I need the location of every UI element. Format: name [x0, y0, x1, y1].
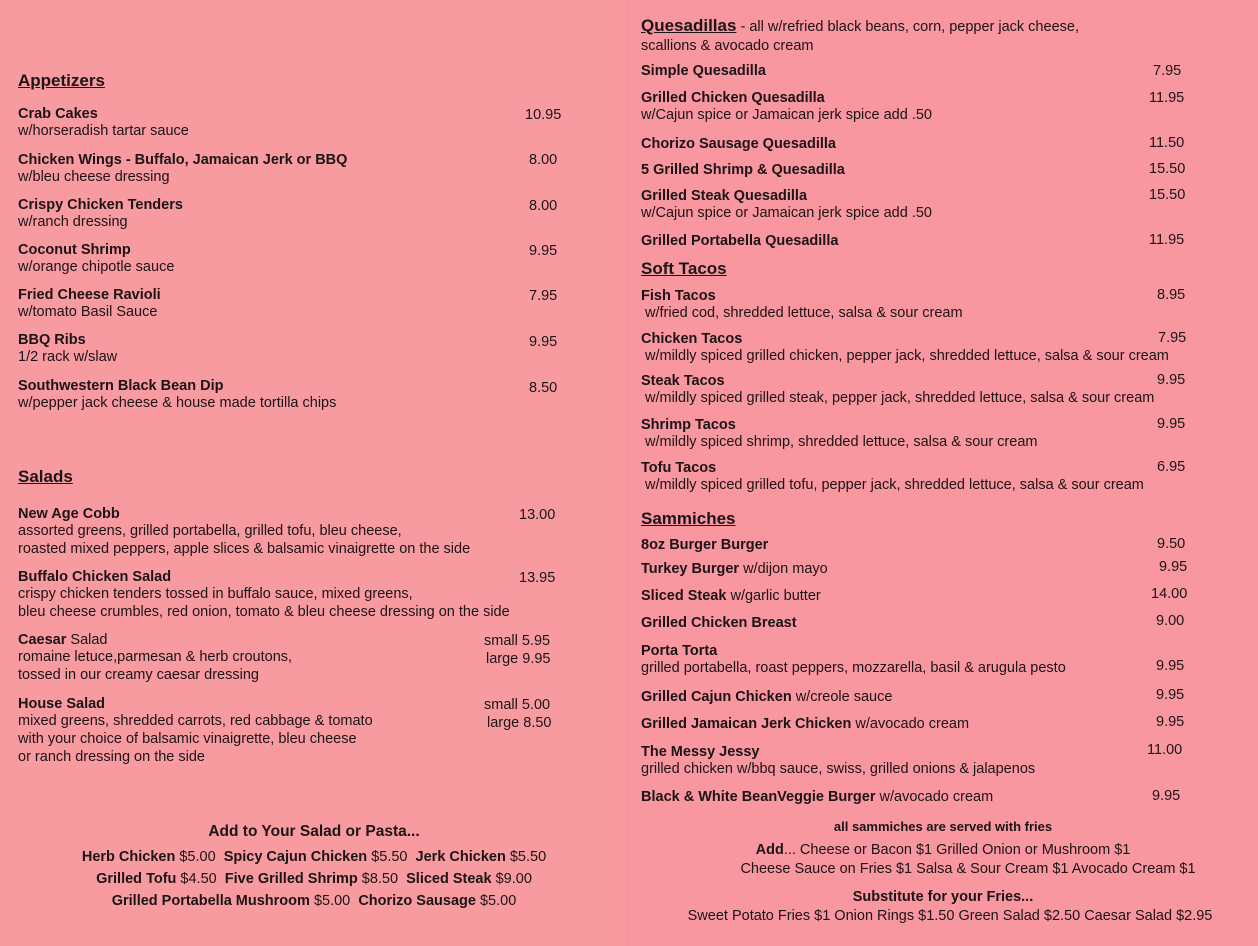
menu-item: [18, 696, 373, 766]
item-price: 9.50: [1157, 536, 1186, 552]
menu-item: [641, 373, 1154, 407]
item-extra: w/avocado cream: [875, 789, 994, 805]
item-name: Fish Tacos: [641, 288, 716, 304]
item-price: 13.95: [519, 570, 556, 586]
item-name: [641, 789, 993, 805]
substitute-heading: Substitute for your Fries...: [852, 889, 1034, 905]
menu-item: [641, 188, 932, 222]
salads-heading: Salads: [18, 467, 73, 486]
addon-name: Grilled Portabella Mushroom: [111, 893, 310, 909]
item-price: 8.95: [1157, 287, 1186, 303]
item-price: 7.95: [1158, 330, 1187, 346]
item-price-small: small 5.00: [484, 697, 551, 713]
item-desc: w/ranch dressing: [18, 214, 128, 230]
item-extra: w/avocado cream: [851, 716, 970, 732]
menu-item: [18, 287, 161, 321]
item-desc: or ranch dressing on the side: [18, 749, 205, 765]
menu-item: [641, 689, 892, 705]
menu-item: [18, 242, 174, 276]
sammiches-note: all sammiches are served with fries: [833, 819, 1053, 834]
item-name: Porta Torta: [641, 643, 718, 659]
menu-item: [641, 588, 821, 604]
item-desc: w/mildly spiced grilled tofu, pepper jack, shredded lettuce, salsa & sour cream: [645, 477, 1144, 493]
item-desc: w/tomato Basil Sauce: [18, 304, 158, 320]
item-name: 8oz Burger Burger: [641, 537, 769, 553]
item-name: 5 Grilled Shrimp & Quesadilla: [641, 162, 845, 178]
addon-price: $8.50: [361, 871, 399, 887]
item-desc: crispy chicken tenders tossed in buffalo sauce, mixed greens,: [18, 586, 413, 602]
menu-item: [641, 162, 845, 178]
addon-name: Five Grilled Shrimp: [224, 871, 358, 887]
menu-item: [18, 506, 470, 558]
item-extra: w/dijon mayo: [739, 561, 828, 577]
item-price-large: large 9.95: [486, 651, 551, 667]
item-desc: w/fried cod, shredded lettuce, salsa & sour cream: [645, 305, 963, 321]
menu-item: [641, 789, 993, 805]
item-name: House Salad: [18, 696, 106, 712]
quesadillas-header: [641, 16, 1079, 56]
item-price: 8.00: [529, 152, 558, 168]
menu-item: [641, 233, 838, 249]
addon-price: $9.00: [495, 871, 532, 887]
item-name: [641, 689, 892, 705]
item-price: 9.95: [1156, 658, 1185, 674]
item-price: 9.95: [529, 334, 558, 350]
item-name: Tofu Tacos: [641, 460, 717, 476]
item-desc: roasted mixed peppers, apple slices & balsamic vinaigrette on the side: [18, 541, 471, 557]
menu-item: [18, 332, 117, 366]
item-name: Simple Quesadilla: [641, 63, 766, 79]
item-name: BBQ Ribs: [18, 332, 86, 348]
item-desc: mixed greens, shredded carrots, red cabbage & tomato: [18, 713, 373, 729]
add-line-1: ... Cheese or Bacon $1 Grilled Onion or Mushroom $1: [783, 842, 1131, 858]
item-price: 8.00: [529, 198, 558, 214]
item-price: 11.95: [1149, 232, 1185, 248]
item-name: New Age Cobb: [18, 506, 120, 522]
menu-item: [641, 136, 836, 152]
item-name: Coconut Shrimp: [18, 242, 131, 258]
menu-item: [641, 537, 768, 553]
quesadillas-intro-2: scallions & avocado cream: [641, 38, 814, 54]
item-desc: w/Cajun spice or Jamaican jerk spice add .50: [641, 205, 932, 221]
item-desc: w/pepper jack cheese & house made tortilla chips: [18, 395, 337, 411]
menu-item: [18, 106, 189, 140]
add-label: Add: [755, 842, 784, 858]
menu-item: [641, 288, 963, 322]
addon-name: Herb Chicken: [81, 849, 176, 865]
menu-item: [18, 632, 292, 684]
menu-item: [641, 460, 1144, 494]
quesadillas-intro: - all w/refried black beans, corn, pepper jack cheese,: [736, 19, 1079, 35]
item-name-bold: Turkey Burger: [641, 561, 740, 577]
addon-name: Sliced Steak: [406, 871, 492, 887]
item-price-large: large 8.50: [487, 715, 552, 731]
menu-item: [641, 417, 1037, 451]
menu-item: [641, 716, 969, 732]
item-price: 9.95: [1159, 559, 1188, 575]
sammiches-add: [628, 841, 1258, 879]
item-price: 10.95: [525, 107, 562, 123]
menu-item: [641, 561, 828, 577]
item-name: Chicken Tacos: [641, 331, 743, 347]
item-price: 9.95: [1156, 687, 1185, 703]
menu-item: [18, 152, 347, 186]
item-name: Chorizo Sausage Quesadilla: [641, 136, 836, 152]
item-desc: romaine letuce,parmesan & herb croutons,: [18, 649, 293, 665]
item-name-bold: Sliced Steak: [641, 588, 727, 604]
addon-name: Chorizo Sausage: [358, 893, 476, 909]
item-extra: w/creole sauce: [791, 689, 893, 705]
addons-row: [0, 868, 628, 890]
item-name: Grilled Chicken Quesadilla: [641, 90, 825, 106]
addons-row: [0, 846, 628, 868]
item-price: 11.00: [1147, 742, 1183, 758]
item-extra: w/garlic butter: [726, 588, 821, 604]
item-price: 11.95: [1149, 90, 1185, 106]
item-price: 6.95: [1157, 459, 1186, 475]
item-name-bold: Grilled Cajun Chicken: [641, 689, 792, 705]
item-price: 9.95: [1156, 714, 1185, 730]
menu-item: [18, 197, 183, 231]
item-name: The Messy Jessy: [641, 744, 760, 760]
item-desc: grilled chicken w/bbq sauce, swiss, grilled onions & jalapenos: [641, 761, 1036, 777]
item-desc: assorted greens, grilled portabella, grilled tofu, bleu cheese,: [18, 523, 402, 539]
addon-price: $4.50: [180, 871, 217, 887]
item-price: 13.00: [519, 507, 556, 523]
menu-item: [641, 615, 797, 631]
item-name: [641, 588, 821, 604]
menu-item: [641, 643, 1066, 677]
item-desc: w/mildly spiced grilled steak, pepper jack, shredded lettuce, salsa & sour cream: [645, 390, 1155, 406]
item-desc: w/orange chipotle sauce: [18, 259, 175, 275]
left-menu-page: [0, 0, 628, 946]
item-name: Buffalo Chicken Salad: [18, 569, 172, 585]
item-name: Crab Cakes: [18, 106, 98, 122]
item-price: 15.50: [1149, 187, 1186, 203]
item-name-rest: Salad: [66, 632, 108, 648]
item-desc: bleu cheese crumbles, red onion, tomato & bleu cheese dressing on the side: [18, 604, 510, 620]
item-price: 9.95: [1157, 372, 1186, 388]
item-name: [641, 561, 828, 577]
item-name: Chicken Wings - Buffalo, Jamaican Jerk or BBQ: [18, 152, 348, 168]
item-name-bold: Black & White BeanVeggie Burger: [641, 789, 876, 805]
item-name: Grilled Portabella Quesadilla: [641, 233, 839, 249]
menu-item: [18, 569, 510, 621]
menu-item: [641, 90, 932, 124]
item-price: 15.50: [1149, 161, 1186, 177]
item-desc: grilled portabella, roast peppers, mozzarella, basil & arugula pesto: [641, 660, 1066, 676]
addon-price: $5.00: [313, 893, 351, 909]
addons-heading: Add to Your Salad or Pasta...: [208, 823, 420, 840]
item-desc: w/horseradish tartar sauce: [18, 123, 189, 139]
right-menu-page: [628, 0, 1258, 946]
sammiches-heading: Sammiches: [641, 509, 736, 528]
item-desc: w/mildly spiced grilled chicken, pepper jack, shredded lettuce, salsa & sour cream: [645, 348, 1169, 364]
item-name-bold: Caesar: [18, 632, 67, 648]
item-name: [641, 716, 969, 732]
menu-item: [641, 744, 1035, 778]
item-name: Crispy Chicken Tenders: [18, 197, 183, 213]
addon-name: Grilled Tofu: [96, 871, 177, 887]
item-desc: with your choice of balsamic vinaigrette, bleu cheese: [18, 731, 357, 747]
addon-name: Spicy Cajun Chicken: [223, 849, 368, 865]
item-name: Southwestern Black Bean Dip: [18, 378, 224, 394]
item-desc: w/Cajun spice or Jamaican jerk spice add .50: [641, 107, 932, 123]
item-price: 9.00: [1156, 613, 1185, 629]
tacos-heading: Soft Tacos: [641, 259, 727, 278]
item-desc: w/bleu cheese dressing: [18, 169, 170, 185]
item-price-small: small 5.95: [484, 633, 551, 649]
item-price: 9.95: [1157, 416, 1186, 432]
item-name: Grilled Chicken Breast: [641, 615, 797, 631]
item-price: 8.50: [529, 380, 558, 396]
item-name: Shrimp Tacos: [641, 417, 736, 433]
item-price: 14.00: [1151, 586, 1188, 602]
item-desc: tossed in our creamy caesar dressing: [18, 667, 259, 683]
addon-name: Jerk Chicken: [415, 849, 506, 865]
item-desc: 1/2 rack w/slaw: [18, 349, 118, 365]
menu-item: [641, 331, 1169, 365]
addon-price: $5.50: [371, 849, 408, 865]
menu-item: [18, 378, 336, 412]
add-line-2: Cheese Sauce on Fries $1 Salsa & Sour Cream $1 Avocado Cream $1: [740, 861, 1196, 877]
item-price: 9.95: [529, 243, 558, 259]
addons-row: [0, 890, 628, 912]
item-name: Grilled Steak Quesadilla: [641, 188, 808, 204]
substitute-line: Sweet Potato Fries $1 Onion Rings $1.50 Green Salad $2.50 Caesar Salad $2.95: [687, 908, 1213, 924]
item-name: Steak Tacos: [641, 373, 725, 389]
addon-price: $5.00: [179, 849, 216, 865]
item-price: 7.95: [529, 288, 558, 304]
menu-item: [641, 63, 766, 79]
item-price: 9.95: [1152, 788, 1181, 804]
addon-price: $5.50: [509, 849, 547, 865]
item-name-bold: Grilled Jamaican Jerk Chicken: [641, 716, 852, 732]
item-desc: w/mildly spiced shrimp, shredded lettuce, salsa & sour cream: [645, 434, 1038, 450]
item-name: [18, 632, 292, 648]
item-price: 7.95: [1153, 63, 1182, 79]
addon-price: $5.00: [479, 893, 517, 909]
appetizers-heading: Appetizers: [18, 71, 105, 90]
item-price: 11.50: [1149, 135, 1185, 151]
item-name: Fried Cheese Ravioli: [18, 287, 161, 303]
quesadillas-heading: Quesadillas: [641, 16, 737, 35]
